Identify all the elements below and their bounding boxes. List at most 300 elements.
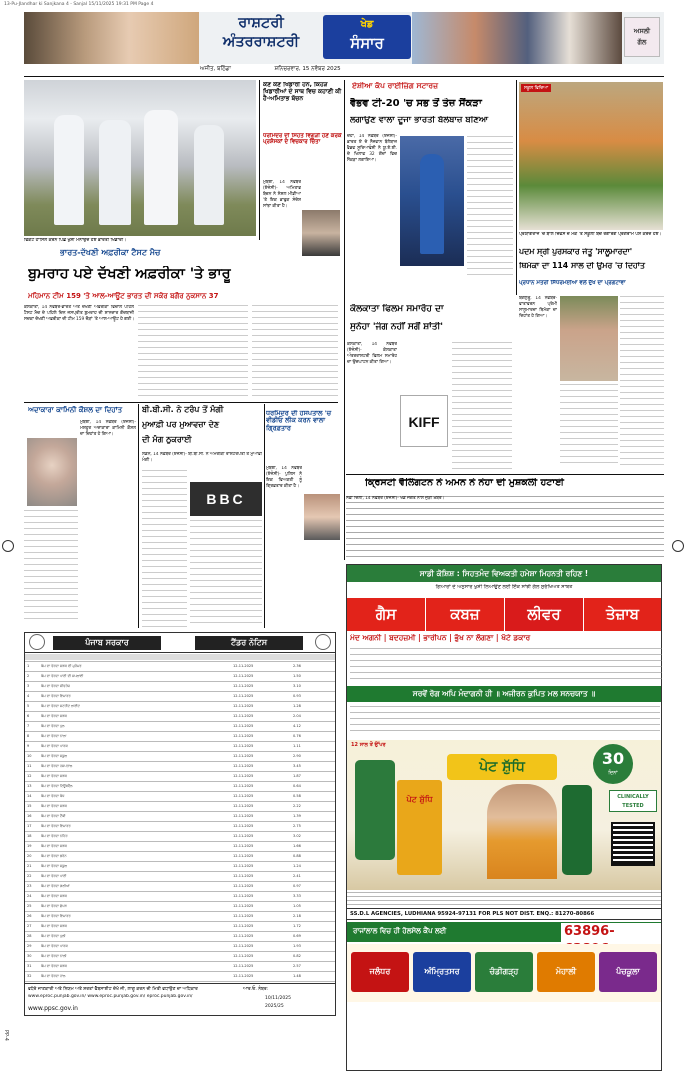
ad-info-text — [350, 648, 662, 684]
player-figure — [144, 110, 178, 225]
tender-row-date: 12-11-2025 — [233, 684, 254, 688]
column-rule — [264, 404, 265, 628]
tender-row-amount: 1.24 — [293, 864, 301, 868]
dateline-edition: ਅਜੀਤ, ਬਠਿੰਡਾ — [200, 66, 231, 72]
tender-footer-site[interactable]: www.ppsc.gov.in — [28, 1005, 78, 1012]
column-subhead: ਧਰਮਿੰਦਰ ਦੀ ਸਿਹਤ ਵਿਗੜੀ ਹੋਣ ਕਰਕੇ ਪ੍ਰਸ਼ੰਸਕਾਂ ਦੇ ਵਿਚਕਾਰ ਚਿੰਤਾ — [263, 133, 342, 146]
tender-row-description: ਕੰਮ ਦਾ ਵੇਰਵਾ ਸੀਵਰੇਜ — [41, 684, 70, 688]
qr-code[interactable] — [611, 822, 655, 866]
tender-row-number: 10 — [27, 754, 32, 758]
section-rule — [24, 402, 338, 403]
tender-footer-ref: ਆਰ.ਓ. ਨੰਬਰ: — [243, 987, 269, 992]
tender-row-amount: 1.28 — [293, 704, 301, 708]
dharmendra-photo — [304, 494, 340, 540]
tender-row-number: 2 — [27, 674, 30, 678]
ad-city-tile — [599, 952, 657, 992]
tender-row-number: 23 — [27, 884, 32, 888]
tender-row-number: 30 — [27, 954, 32, 958]
cricket-subhead: ਮਹਿਮਾਨ ਟੀਮ 159 'ਤੇ ਆਲ-ਆਊਟ ਭਾਰਤ ਦੀ ਸਕੋਰ ਬਗੈਰ ਨੁਕਸਾਨ 37 — [28, 292, 219, 300]
tender-row-number: 31 — [27, 964, 32, 968]
ad-city-name: ਪੰਚਕੂਲਾ — [616, 967, 640, 976]
tender-footer-note: ਵਧੇਰੇ ਜਾਣਕਾਰੀ ਅਤੇ ਨਿਯਮ ਅਤੇ ਸ਼ਰਤਾਂ ਵੈੱਬਸਾਈਟ ਦੇਖੋ ਜੀ, ਲਾਗੂ ਕਰਨ ਦੀ ਮਿਤੀ ਵਧਾਉਣ ਦਾ ਅਧਿਕਾਰ — [28, 987, 198, 992]
tender-row-number: 26 — [27, 914, 32, 918]
ad-phone[interactable]: 63896- — [561, 923, 661, 959]
kamini-body-col2 — [24, 510, 78, 622]
tender-col-header — [25, 654, 335, 660]
padma-headline-line2: ਥਿਮੱਕਾ ਦਾ 114 ਸਾਲ ਦੀ ਉਮਰ 'ਚ ਦਿਹਾਂਤ — [519, 262, 645, 270]
tender-row-amount: 0.58 — [293, 794, 301, 798]
tender-row — [25, 671, 335, 681]
tender-row-description: ਕੰਮ ਦਾ ਵੇਰਵਾ ਨਾਲਾ — [41, 734, 67, 738]
masthead-ad-badge — [624, 17, 660, 57]
tender-footer-urls[interactable]: www.eproc.punjab.gov.in/ www.eproc.punjab.gov.in/ eproc.punjab.gov.in/ — [28, 994, 193, 999]
ad-city-tile — [413, 952, 471, 992]
tender-row-number: 18 — [27, 834, 32, 838]
cricket-kicker: ਭਾਰਤ-ਦੱਖਣੀ ਅਫ਼ਰੀਕਾ ਟੈਸਟ ਮੈਚ — [60, 248, 161, 257]
padma-subhead: ਪ੍ਰਧਾਨ ਮੰਤਰੀ ਸਿੱਧਰਮਈਆ ਵਲੋਂ ਦੁੱਖ ਦਾ ਪ੍ਰਗਟਾਵਾ — [519, 280, 626, 286]
tender-row-description: ਕੰਮ ਦਾ ਵੇਰਵਾ ਸਕੂਲ — [41, 754, 67, 758]
tender-row-date: 12-11-2025 — [233, 914, 254, 918]
tender-row-number: 20 — [27, 854, 32, 858]
punjab-emblem-left — [29, 634, 45, 650]
tender-row-amount: 0.69 — [293, 934, 301, 938]
column-rule — [344, 80, 345, 560]
clinical-line1: CLINICALLY — [617, 794, 649, 800]
tender-row-description: ਕੰਮ ਦਾ ਵੇਰਵਾ ਸੜਕ — [41, 804, 67, 808]
tender-row — [25, 891, 335, 901]
ad-offer-unit: ਦਿਨਾਂ — [608, 770, 618, 776]
tender-row-date: 12-11-2025 — [233, 814, 254, 818]
tender-row-description: ਕੰਮ ਦਾ ਵੇਰਵਾ ਸੜਕ — [41, 844, 67, 848]
tender-row — [25, 831, 335, 841]
tender-row-amount: 0.97 — [293, 884, 301, 888]
masthead-rule — [24, 76, 664, 77]
label-badge: ਸਕੂਲ ਵਿਦਿਆ — [521, 84, 551, 92]
brand-line2: ਅੰਤਰਰਾਸ਼ਟਰੀ — [222, 34, 300, 50]
tender-row — [25, 751, 335, 761]
clinically-tested-badge — [609, 790, 657, 812]
batter-figure — [420, 154, 444, 254]
children-photo-caption: ਪ੍ਰਯਾਗਰਾਜ 'ਚ ਬਾਲ ਦਿਵਸ ਦੇ ਮੌਕੇ 'ਤੇ ਸਕੂਲੀ ਬੱਚੇ ਰੰਗਾਰੰਗ ਪ੍ਰੋਗਰਾਮ ਪੇਸ਼ ਕਰਦੇ ਹੋਏ। — [519, 232, 662, 237]
amitabh-photo — [302, 210, 340, 256]
bbc-body-col1 — [142, 470, 187, 628]
tender-row-number: 12 — [27, 774, 32, 778]
tender-row — [25, 931, 335, 941]
tender-row-amount: 0.64 — [293, 784, 301, 788]
cricket-body: ਕੋਲਕਾਤਾ, 14 ਨਵੰਬਰ-ਭਾਰਤ ਅਤੇ ਦੱਖਣੀ ਅਫ਼ਰੀਕਾ ਵਿਚਾਲੇ ਪਹਿਲੇ ਟੈਸਟ ਮੈਚ ਦੇ ਪਹਿਲੇ ਦਿਨ ਜਸਪ੍ਰੀਤ ਬੁਮਰਾਹ ਦੀ ਸ਼ਾਨਦਾਰ ਗੇਂਦਬਾਜ਼ੀ ਸਦਕਾ ਦੱਖਣੀ ਅਫ਼ਰੀਕਾ ਦੀ ਟੀਮ 159 ਦੌੜਾਂ 'ਤੇ ਆਲ-ਆਊਟ ਹੋ ਗਈ। — [24, 305, 134, 322]
masthead-photo-left — [24, 12, 199, 64]
tender-row-amount: 1.93 — [293, 944, 301, 948]
tender-row-number: 7 — [27, 724, 30, 728]
bbc-logo-text: BBC — [206, 491, 246, 507]
ad-offer-badge — [593, 744, 633, 784]
player-figure — [99, 120, 131, 225]
tender-row-date: 12-11-2025 — [233, 784, 254, 788]
tender-row — [25, 941, 335, 951]
tender-row — [25, 691, 335, 701]
tender-row-amount: 2.57 — [293, 964, 301, 968]
tender-row — [25, 811, 335, 821]
tender-row-date: 12-11-2025 — [233, 964, 254, 968]
ad-city-tile — [351, 952, 409, 992]
player-figure — [54, 115, 84, 225]
tender-row-number: 28 — [27, 934, 32, 938]
masthead-brand — [205, 14, 317, 59]
wedding-headline: ਕ੍ਰਿਸਟੀ ਵੈਲਿੰਗਟਨ ਨੇ ਅਮਨ ਨੇ ਨੇਹਾ ਦੀ ਮੁਸ਼ਕਲੀ ਹਟਾਈ — [365, 478, 564, 488]
india-a-kicker: ਏਸ਼ੀਆ ਕੱਪ ਰਾਈਜ਼ਿੰਗ ਸਟਾਰਜ਼ — [352, 82, 438, 90]
tender-row-amount: 1.72 — [293, 924, 301, 928]
tender-row-description: ਕੰਮ ਦਾ ਵੇਰਵਾ ਹਾਲ — [41, 974, 66, 978]
ad-product-area — [347, 740, 661, 890]
tender-row — [25, 801, 335, 811]
tender-row-amount: 2.36 — [293, 664, 301, 668]
tender-row-number: 24 — [27, 894, 32, 898]
kamini-photo — [27, 438, 77, 506]
kamini-headline: ਅਦਾਕਾਰਾ ਕਾਮਿਨੀ ਕੌਸ਼ਲ ਦਾ ਦਿਹਾਂਤ — [28, 406, 123, 414]
tender-header — [25, 633, 335, 653]
tender-title-left-box — [53, 636, 161, 650]
tender-row — [25, 911, 335, 921]
page-edge-label: PP-4 — [3, 1030, 9, 1041]
ad-phone-bar[interactable] — [347, 922, 661, 942]
punjab-emblem-right — [315, 634, 331, 650]
tender-row-amount: 2.41 — [293, 874, 301, 878]
tender-row-description: ਕੰਮ ਦਾ ਵੇਰਵਾ ਇਮਾਰਤ — [41, 914, 71, 918]
tender-row — [25, 761, 335, 771]
section-line2: ਸੰਸਾਰ — [350, 34, 384, 52]
tender-row-date: 12-11-2025 — [233, 884, 254, 888]
column-rule — [516, 80, 517, 295]
ad-dealer-bar — [347, 908, 661, 920]
section-rule — [346, 474, 664, 475]
tender-row — [25, 741, 335, 751]
tender-row-amount: 1.87 — [293, 774, 301, 778]
tender-row-amount: 4.12 — [293, 724, 301, 728]
tender-row-description: ਕੰਮ ਦਾ ਵੇਰਵਾ ਪਾਣੀ ਦੀ ਸਪਲਾਈ — [41, 674, 84, 678]
tender-row — [25, 921, 335, 931]
section-title — [323, 15, 411, 59]
tender-row-amount: 1.39 — [293, 814, 301, 818]
ad-city-name: ਮੋਹਾਲੀ — [555, 967, 577, 976]
tender-row-date: 12-11-2025 — [233, 724, 254, 728]
tender-row-number: 27 — [27, 924, 32, 928]
column-rule — [138, 404, 139, 628]
product-box — [397, 780, 442, 875]
tender-row-date: 12-11-2025 — [233, 804, 254, 808]
ad-box-gas-text: ਗੈਸ — [375, 605, 397, 623]
bbc-headline-line2: ਮੁਆਫ਼ੀ ਪਰ ਮੁਆਵਜ਼ਾ ਦੇਣ — [142, 420, 220, 429]
ad-fine-print — [347, 892, 661, 906]
tender-row-description: ਕੰਮ ਦਾ ਵੇਰਵਾ ਹਸਪਤਾਲ — [41, 764, 73, 768]
ad-box-liver-text: ਲੀਵਰ — [527, 605, 561, 623]
tender-row-date: 12-11-2025 — [233, 744, 254, 748]
tender-row-amount: 1.50 — [293, 674, 301, 678]
tender-row-amount: 1.11 — [293, 744, 301, 748]
tender-row-number: 21 — [27, 864, 32, 868]
tender-row-amount: 1.66 — [293, 844, 301, 848]
registration-mark-left — [2, 540, 14, 552]
children-photo — [519, 82, 663, 230]
tender-row-description: ਕੰਮ ਦਾ ਵੇਰਵਾ ਸਕੂਲ — [41, 864, 67, 868]
tender-row-amount: 3.45 — [293, 764, 301, 768]
tender-notice — [24, 632, 336, 1016]
tender-row-amount: 0.88 — [293, 854, 301, 858]
bbc-headline-line1: ਬੀ.ਬੀ.ਸੀ. ਨੇ ਟਰੰਪ ਤੋਂ ਮੰਗੀ — [142, 405, 224, 414]
tender-row-number: 3 — [27, 684, 30, 688]
tender-row-number: 5 — [27, 704, 30, 708]
tender-row-description: ਕੰਮ ਦਾ ਵੇਰਵਾ ਪਾਰਕ — [41, 944, 68, 948]
tender-row-description: ਕੰਮ ਦਾ ਵੇਰਵਾ ਸਟਰੀਟ ਲਾਈਟ — [41, 704, 80, 708]
tender-row-number: 1 — [27, 664, 30, 668]
tender-row-number: 15 — [27, 804, 32, 808]
padma-headline-line1: ਪਦਮ ਸ੍ਰੀ ਪੁਰਸਕਾਰ ਜੇਤੂ 'ਸਾਲੂਮਾਰਦਾ' — [519, 248, 633, 256]
tender-row-amount: 2.90 — [293, 754, 301, 758]
clinical-line2: TESTED — [622, 803, 644, 809]
tender-row-description: ਕੰਮ ਦਾ ਵੇਰਵਾ ਪੁਲੀ — [41, 934, 66, 938]
tender-row-amount: 2.22 — [293, 804, 301, 808]
tender-row-number: 22 — [27, 874, 32, 878]
tender-row — [25, 781, 335, 791]
tender-row-description: ਕੰਮ ਦਾ ਵੇਰਵਾ ਨਹਿਰ — [41, 834, 68, 838]
ad-box-liver — [505, 598, 583, 631]
tender-row-date: 12-11-2025 — [233, 934, 254, 938]
tender-title-right: ਟੈਂਡਰ ਨੋਟਿਸ — [230, 638, 268, 647]
ad-slogan: ਸਰਵੋਂ ਰੋਗ ਅਪਿ ਮੰਦਾਗਨੀ ਹੀ ॥ ਅਜੀਰਨ ਕੁਪਿਤ ਮਲ ਸਨਚਯਾਤ ॥ — [412, 689, 596, 698]
brand-line1: ਰਾਸ਼ਟਰੀ — [238, 15, 284, 31]
tender-row-number: 4 — [27, 694, 30, 698]
ad-badge-line2: ਗੱਲ — [637, 38, 647, 46]
tender-row-description: ਕੰਮ ਦਾ ਵੇਰਵਾ ਸੜਕ — [41, 964, 67, 968]
registration-mark-right — [672, 540, 684, 552]
tender-footer-ref-num: 10/11/2025 — [265, 996, 291, 1001]
tender-row — [25, 971, 335, 981]
ad-city-tile — [475, 952, 533, 992]
tender-row — [25, 701, 335, 711]
tender-row-date: 12-11-2025 — [233, 664, 254, 668]
tender-row — [25, 711, 335, 721]
tender-row-amount: 1.05 — [293, 904, 301, 908]
thimmakka-photo — [560, 296, 618, 381]
arrest-headline: ਧਰਮਿੰਦਰ ਦੀ ਹਸਪਤਾਲ 'ਚ ਵੀਡੀਓ ਲੀਕ ਕਰਨ ਵਾਲਾ ਗ੍ਰਿਫ਼ਤਾਰ — [266, 410, 332, 432]
ad-phone-cta: ਰਾਜਾਂਲਾਲ ਵਿਚ ਹੀ ਹੋਲਸੇਲ ਕੈਂਪ ਲਈ — [353, 927, 447, 935]
tender-row — [25, 901, 335, 911]
india-a-body-col2 — [467, 136, 513, 276]
cricket-photo — [24, 80, 256, 236]
bbc-body-col2 — [190, 520, 262, 628]
tender-row-number: 16 — [27, 814, 32, 818]
print-info-strip: 13-Pu-Jlandhar ki Sanjkana 4 - Sanjal 15/11/2025 19:31 PM Page 4 — [4, 2, 154, 7]
tender-row-number: 14 — [27, 794, 32, 798]
ad-box-tezab — [584, 598, 661, 631]
tender-row-amount: 0.82 — [293, 954, 301, 958]
ad-badge-line1: ਅਸਲੀ — [633, 27, 651, 35]
padma-body-col2 — [620, 296, 664, 466]
ad-box-gas — [347, 598, 425, 631]
film-body-col2 — [452, 342, 512, 472]
tender-row-description: ਕੰਮ ਦਾ ਵੇਰਵਾ ਸੜਕ — [41, 924, 67, 928]
india-a-body: ਦੋਹਾ, 14 ਨਵੰਬਰ (ਏਜੰਸੀ)- ਭਾਰਤ ਏ ਦੇ ਨੌਜਵਾਨ ਬੱਲੇਬਾਜ਼ ਵੈਭਵ ਸੂਰਿਆਵੰਸ਼ੀ ਨੇ ਯੂ.ਏ.ਈ. ਦੇ ਖਿਲਾਫ 32 ਗੇਂਦਾਂ ਵਿਚ ਸੈਂਕੜਾ ਲਗਾਇਆ। — [347, 134, 397, 163]
tender-row — [25, 861, 335, 871]
tender-row — [25, 661, 335, 671]
tender-row-description: ਕੰਮ ਦਾ ਵੇਰਵਾ ਇਮਾਰਤ — [41, 824, 71, 828]
bbc-body: ਲੰਡਨ, 14 ਨਵੰਬਰ (ਏਜੰਸੀ)- ਬੀ.ਬੀ.ਸੀ. ਨੇ ਅਮਰੀਕੀ ਰਾਸ਼ਟਰਪਤੀ ਤੋਂ ਮੁਆਫ਼ੀ ਮੰਗੀ। — [142, 452, 262, 463]
ad-box-kabaz — [426, 598, 504, 631]
tender-row — [25, 961, 335, 971]
india-a-headline: ਵੈਭਵ ਟੀ-20 'ਚ ਸਭ ਤੋਂ ਤੇਜ਼ ਸੈਂਕੜਾ — [350, 98, 482, 109]
tender-row — [25, 721, 335, 731]
cricket-photo-caption: ਵਿਕਟ ਹਾਸਿਲ ਕਰਨ ਪਿੱਛੋਂ ਖੁਸ਼ੀ ਮਨਾਉਂਦੇ ਹੋਏ ਭਾਰਤੀ ਖਿਡਾਰੀ। — [24, 238, 127, 243]
ad-brand: ਪੇਟ ਸ਼ੁੱਧਿ — [479, 759, 525, 775]
product-bottle-right — [562, 785, 592, 875]
ad-city-tile — [537, 952, 595, 992]
film-headline-line1: ਕੋਲਕਾਤਾ ਫਿਲਮ ਸਮਾਰੋਹ ਦਾ — [350, 304, 444, 314]
ad-dealer: SS.D.L AGENCIES, LUDHIANA 95924-97131 FOR PLS NOT DIST. ENQ.: 81270-80866 — [350, 911, 595, 917]
tender-row-description: ਕੰਮ ਦਾ ਵੇਰਵਾ ਟਿਊਬਵੈੱਲ — [41, 784, 73, 788]
tender-row-amount: 2.75 — [293, 824, 301, 828]
ad-brand-banner — [447, 754, 557, 780]
column-headline: ਕੌਣ ਕੌਣ ਖਿਡਾਰੀ ਹਨ, ਕਿਹੜੇ ਖਿਡਾਰੀਆਂ ਦੇ ਸਾਥ ਵਿਚ ਕਹਾਣੀ ਕੀ ਹੈ-ਅਮਿਤਾਭ ਬੱਚਨ — [263, 82, 342, 102]
tender-row — [25, 841, 335, 851]
kiff-logo — [400, 395, 448, 447]
tender-row-date: 12-11-2025 — [233, 864, 254, 868]
ad-top-line: ਸਾਡੀ ਕੋਸ਼ਿਸ਼ : ਸਿਹਤਮੰਦ ਵਿਅਕਤੀ ਹਮੇਸ਼ਾ ਮਿਹਨਤੀ ਰਹਿਣ ! — [419, 569, 589, 578]
film-headline-line2: ਸੁਨੇਹਾ 'ਜੰਗ ਨਹੀਂ ਸਗੋਂ ਸ਼ਾਂਤੀ' — [350, 322, 444, 332]
tender-row — [25, 791, 335, 801]
product-bottle-left — [355, 760, 395, 860]
tender-row-amount: 0.93 — [293, 694, 301, 698]
tender-row-date: 12-11-2025 — [233, 894, 254, 898]
ad-city-name: ਅੰਮ੍ਰਿਤਸਰ — [424, 967, 460, 976]
tender-row-number: 6 — [27, 714, 30, 718]
tender-footer-ref-code: 2025/25 — [265, 1004, 284, 1009]
tender-row — [25, 681, 335, 691]
bbc-logo — [190, 482, 262, 516]
tender-footer — [25, 983, 335, 1016]
tender-row-description: ਕੰਮ ਦਾ ਵੇਰਵਾ ਗਲੀਆਂ — [41, 884, 70, 888]
tender-row-number: 8 — [27, 734, 30, 738]
tender-row-number: 11 — [27, 764, 32, 768]
tender-row-date: 12-11-2025 — [233, 794, 254, 798]
tender-row — [25, 951, 335, 961]
tender-row — [25, 851, 335, 861]
ad-desc-text — [350, 706, 660, 736]
wedding-body: ਨਵੀਂ ਦਿੱਲੀ, 14 ਨਵੰਬਰ (ਏਜੰਸੀ)- ਖੇਡ ਜਗਤ ਨਾਲ ਜੁੜੀ ਖ਼ਬਰ। — [346, 496, 664, 558]
tender-row-date: 12-11-2025 — [233, 764, 254, 768]
ad-age-label: 12 ਸਾਲ ਤੋਂ ਉੱਪਰ — [351, 742, 386, 748]
ad-box-kabaz-text: ਕਬਜ਼ — [450, 605, 480, 623]
tender-row-date: 12-11-2025 — [233, 844, 254, 848]
tender-row-description: ਕੰਮ ਦਾ ਵੇਰਵਾ ਸੜਕ — [41, 774, 67, 778]
tender-row-amount: 3.10 — [293, 684, 301, 688]
tender-row-description: ਕੰਮ ਦਾ ਵੇਰਵਾ ਨਾਲੀ — [41, 954, 67, 958]
tender-row-description: ਕੰਮ ਦਾ ਵੇਰਵਾ ਇਮਾਰਤ — [41, 694, 71, 698]
padma-body: ਬੈਂਗਲੁਰੂ, 14 ਨਵੰਬਰ- ਵਾਤਾਵਰਨ ਪ੍ਰੇਮੀ ਸਾਲੂਮਾਰਦਾ ਥਿਮੱਕਾ ਦਾ ਦਿਹਾਂਤ ਹੋ ਗਿਆ। — [519, 296, 557, 319]
tender-row-amount: 0.76 — [293, 734, 301, 738]
tender-row — [25, 881, 335, 891]
tender-row-description: ਕੰਮ ਦਾ ਵੇਰਵਾ ਸੜਕ ਦੀ ਮੁਰੰਮਤ — [41, 664, 82, 668]
tender-row-number: 13 — [27, 784, 32, 788]
tender-row — [25, 771, 335, 781]
ad-city-name: ਚੰਡੀਗੜ੍ਹ — [489, 967, 519, 976]
kiff-logo-text: KIFF — [408, 414, 440, 430]
tender-row-date: 12-11-2025 — [233, 704, 254, 708]
india-a-photo — [400, 136, 464, 266]
tender-row-date: 12-11-2025 — [233, 714, 254, 718]
padma-body-col3 — [560, 384, 618, 466]
section-line1: ਖੇਡ — [360, 19, 374, 30]
tender-row-amount: 3.02 — [293, 834, 301, 838]
tender-row-date: 12-11-2025 — [233, 834, 254, 838]
tender-row-date: 12-11-2025 — [233, 754, 254, 758]
tender-row-number: 29 — [27, 944, 32, 948]
column-rule — [259, 80, 260, 240]
india-a-subhead: ਲਗਾਉਣ ਵਾਲਾ ਦੂਜਾ ਭਾਰਤੀ ਬੱਲੇਬਾਜ਼ ਬਣਿਆ — [350, 116, 489, 125]
cricket-body-col2 — [138, 305, 248, 401]
tender-row-date: 12-11-2025 — [233, 734, 254, 738]
tender-row-date: 12-11-2025 — [233, 904, 254, 908]
tender-row-description: ਕੰਮ ਦਾ ਵੇਰਵਾ ਕੰਧ — [41, 794, 65, 798]
kamini-body: ਮੁੰਬਈ, 14 ਨਵੰਬਰ (ਏਜੰਸੀ)- ਮਸ਼ਹੂਰ ਅਦਾਕਾਰਾ ਕਾਮਿਨੀ ਕੌਸ਼ਲ ਦਾ ਦਿਹਾਂਤ ਹੋ ਗਿਆ। — [80, 420, 136, 437]
tender-row-date: 12-11-2025 — [233, 924, 254, 928]
dateline — [200, 66, 680, 76]
ad-slogan-bar — [347, 686, 661, 702]
bbc-headline-line3: ਦੀ ਮੰਗ ਠੁਕਰਾਈ — [142, 435, 192, 444]
tender-row-amount: 3.33 — [293, 894, 301, 898]
tender-row-amount: 1.48 — [293, 974, 301, 978]
tender-row-number: 25 — [27, 904, 32, 908]
tender-row-description: ਕੰਮ ਦਾ ਵੇਰਵਾ ਸੜਕ — [41, 714, 67, 718]
tender-row-date: 12-11-2025 — [233, 674, 254, 678]
tender-row — [25, 871, 335, 881]
film-body: ਕੋਲਕਾਤਾ, 14 ਨਵੰਬਰ (ਏਜੰਸੀ)- ਕੋਲਕਾਤਾ ਅੰਤਰਰਾਸ਼ਟਰੀ ਫਿਲਮ ਸਮਾਰੋਹ ਦਾ ਉਦਘਾਟਨ ਕੀਤਾ ਗਿਆ। — [347, 342, 397, 365]
tender-row-description: ਕੰਮ ਦਾ ਵੇਰਵਾ ਪੁਲ — [41, 724, 65, 728]
tender-row-date: 12-11-2025 — [233, 874, 254, 878]
tender-title-left: ਪੰਜਾਬ ਸਰਕਾਰ — [85, 638, 129, 647]
player-figure — [194, 125, 224, 225]
tender-row-date: 12-11-2025 — [233, 694, 254, 698]
masthead-photo-right — [412, 12, 622, 64]
ad-top-banner — [347, 565, 661, 582]
tender-row-number: 32 — [27, 974, 32, 978]
dateline-date: ਸ਼ਨਿਚਰਵਾਰ, 15 ਨਵੰਬਰ 2025 — [274, 66, 341, 72]
tender-row-date: 12-11-2025 — [233, 824, 254, 828]
tender-row-date: 12-11-2025 — [233, 944, 254, 948]
cricket-body-col3 — [252, 305, 338, 401]
arrest-body: ਮੁੰਬਈ, 14 ਨਵੰਬਰ (ਏਜੰਸੀ)- ਪੁਲਿਸ ਨੇ ਇਕ ਵਿਅਕਤੀ ਨੂੰ ਗ੍ਰਿਫ਼ਤਾਰ ਕੀਤਾ ਹੈ। — [266, 466, 302, 489]
tender-row-description: ਕੰਮ ਦਾ ਵੇਰਵਾ ਪਾਰਕ — [41, 744, 68, 748]
tender-row-amount: 2.04 — [293, 714, 301, 718]
ad-city-name: ਜਲੰਧਰ — [369, 967, 391, 976]
tender-row — [25, 731, 335, 741]
tender-row-number: 19 — [27, 844, 32, 848]
tender-row-date: 12-11-2025 — [233, 774, 254, 778]
tender-row-description: ਕੰਮ ਦਾ ਵੇਰਵਾ ਪਾਣੀ — [41, 874, 67, 878]
tender-row-description: ਕੰਮ ਦਾ ਵੇਰਵਾ ਸੜਕ — [41, 894, 67, 898]
tender-row-number: 17 — [27, 824, 32, 828]
ad-person-photo — [487, 784, 557, 879]
ad-brand-on-box: ਪੇਟ ਸ਼ੁੱਧਿ — [406, 795, 433, 804]
cricket-headline: ਬੁਮਰਾਹ ਪਏ ਦੱਖਣੀ ਅਫ਼ਰੀਕਾ 'ਤੇ ਭਾਰੂ — [28, 266, 231, 282]
tender-row — [25, 821, 335, 831]
ad-sub-line: ਗਿਆਰਾਂ ਦੇ ਅਨੁਸਾਰ ਖੁਸ਼ੀ ਲਿਆਉਣ ਲਈ ਇੱਕ ਸਾਂਝੀ ਗੱਲ ਸੁਰੱਖਿਅਤ ਸਾਬਤ — [435, 584, 573, 590]
tender-row-date: 12-11-2025 — [233, 954, 254, 958]
tender-row-description: ਕੰਮ ਦਾ ਵੇਰਵਾ ਟੈਂਕੀ — [41, 814, 66, 818]
tender-title-right-box — [195, 636, 303, 650]
ad-offer-number: 30 — [601, 749, 625, 768]
ad-symptoms: ਮੰਦ ਅਗਨੀ | ਬਦਹਜ਼ਮੀ | ਭਾਰੀਪਨ | ਭੁੱਖ ਨਾ ਲੱਗਣਾ | ਖੱਟੇ ਡਕਾਰ — [350, 634, 531, 642]
tender-row-number: 9 — [27, 744, 30, 748]
tender-row-description: ਕੰਮ ਦਾ ਵੇਰਵਾ ਛੱਪੜ — [41, 904, 67, 908]
